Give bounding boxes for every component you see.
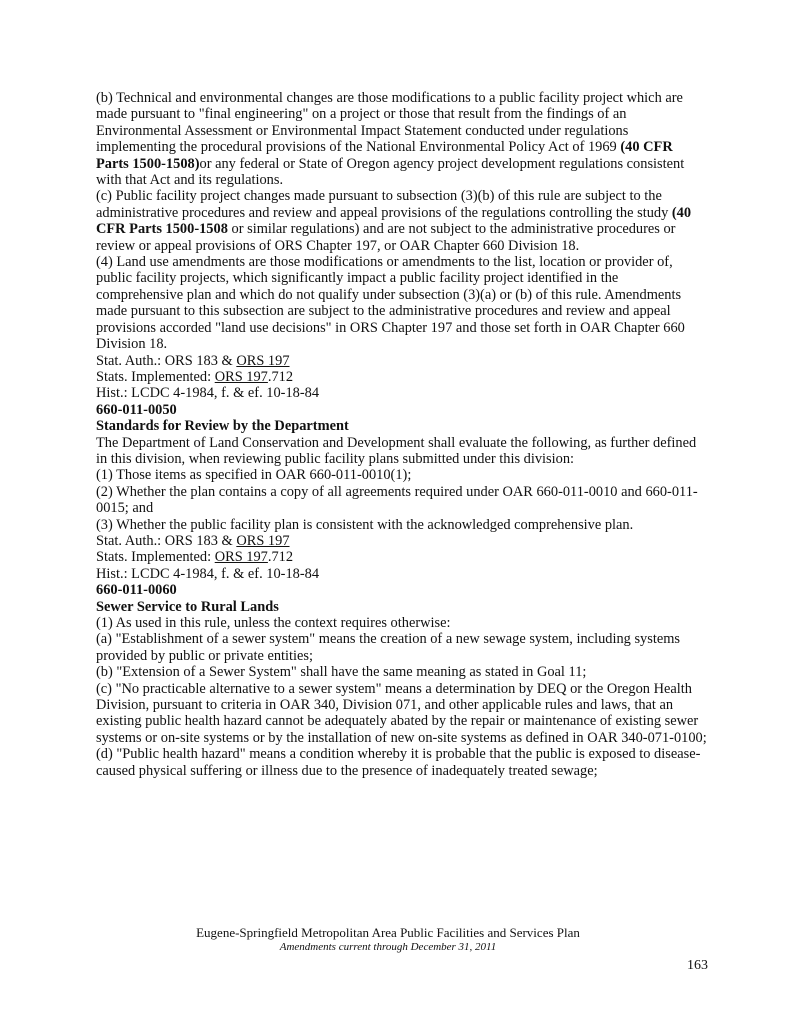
- rule-item: (3) Whether the public facility plan is consistent with the acknowledged comprehensive plan.: [96, 516, 634, 533]
- ors-197-link[interactable]: ORS 197: [214, 549, 268, 566]
- section-c-cfr-citation: (40 CFR Parts 1500-1508: [96, 204, 692, 238]
- stats-implemented-suffix: .712: [267, 368, 294, 385]
- rule-number: 660-011-0060: [96, 582, 177, 599]
- paragraph-section-c: [96, 188, 708, 254]
- history-line: Hist.: LCDC 4-1984, f. & ef. 10-18-84: [96, 565, 320, 582]
- rule-item: (2) Whether the plan contains a copy of all agreements required under OAR 660-011-0010 and 660-011-0015; and: [96, 483, 698, 517]
- ors-197-link[interactable]: ORS 197: [236, 352, 290, 369]
- stats-implemented-text: Stats. Implemented:: [96, 368, 215, 385]
- page-number: 163: [687, 958, 708, 973]
- rule-item: (1) As used in this rule, unless the context requires otherwise:: [96, 615, 451, 631]
- stats-implemented-line: [96, 549, 708, 565]
- ors-197-link[interactable]: ORS 197: [236, 532, 290, 549]
- stat-auth-text: Stat. Auth.: ORS 183 &: [96, 532, 237, 549]
- rule-item: (c) "No practicable alternative to a sewer system" means a determination by DEQ or the Oregon Health Division, pursuant to criteria in OAR 340, Division 071, and other applicable rules and laws, that an existing public health hazard cannot be adequately abated by the repair or maintenance of existing sewer systems or on-site systems or by the installation of new on-site systems as defined in OAR 340-071-0100;: [96, 680, 707, 746]
- ors-197-link[interactable]: ORS 197: [214, 368, 268, 385]
- rule-item: (d) "Public health hazard" means a condition whereby it is probable that the public is exposed to disease-caused physical suffering or illness due to the presence of inadequately treated sewage;: [96, 746, 701, 779]
- section-b-text-continued: or any federal or State of Oregon agency project development regulations consistent with that Act and its regulations.: [96, 155, 685, 189]
- section-b-cfr-citation: (40 CFR Parts 1500-1508): [96, 139, 673, 172]
- rule-item: (1) Those items as specified in OAR 660-011-0010(1);: [96, 467, 412, 484]
- footer-subtitle: Amendments current through December 31, 2011: [279, 941, 497, 953]
- rule-intro: The Department of Land Conservation and Development shall evaluate the following, as further defined in this division, when reviewing public facility plans submitted under this division:: [96, 434, 697, 467]
- stats-implemented-text: Stats. Implemented:: [96, 549, 215, 566]
- history-line: Hist.: LCDC 4-1984, f. & ef. 10-18-84: [96, 385, 320, 402]
- stats-implemented-line: [96, 369, 708, 385]
- stat-auth-text: Stat. Auth.: ORS 183 &: [96, 352, 237, 369]
- stats-implemented-suffix: .712: [267, 549, 294, 566]
- section-c-text: (c) Public facility project changes made pursuant to subsection (3)(b) of this rule are subject to the administrative procedures and review and appeal provisions of the regulations controlling the study: [96, 188, 672, 221]
- footer-title: Eugene-Springfield Metropolitan Area Public Facilities and Services Plan: [196, 925, 580, 940]
- stat-auth-line: [96, 533, 708, 549]
- rule-item: (b) "Extension of a Sewer System" shall have the same meaning as stated in Goal 11;: [96, 664, 587, 681]
- paragraph-section-b: [96, 90, 708, 188]
- rule-item: (a) "Establishment of a sewer system" means the creation of a new sewage system, including systems provided by public or private entities;: [96, 631, 681, 664]
- section-b-text: (b) Technical and environmental changes are those modifications to a public facility project which are made pursuant to "final engineering" on a project or those that result from the findings of an Environmental Assessment or Environmental Impact Statement conducted under regulations implementing the procedural provisions of the National Environmental Policy Act of 1969: [96, 90, 683, 156]
- section-c-text-continued: or similar regulations) and are not subject to the administrative procedures or review or appeal provisions of ORS Chapter 197, or OAR Chapter 660 Division 18.: [96, 221, 676, 254]
- rule-title: Sewer Service to Rural Lands: [96, 598, 279, 615]
- rule-title: Standards for Review by the Department: [96, 418, 349, 435]
- stat-auth-line: [96, 353, 708, 369]
- paragraph-section-4: (4) Land use amendments are those modifications or amendments to the list, location or provider of, public facility projects, which significantly impact a public facility project identified in the comprehensive plan and which do not qualify under subsection (3)(a) or (b) of this rule. Amendments made pursuant to this subsection are subject to the administrative procedures and review and appeal provisions accorded "land use decisions" in ORS Chapter 197 and those set forth in OAR Chapter 660 Division 18.: [96, 254, 685, 353]
- document-body: [96, 90, 708, 779]
- rule-number: 660-011-0050: [96, 401, 177, 418]
